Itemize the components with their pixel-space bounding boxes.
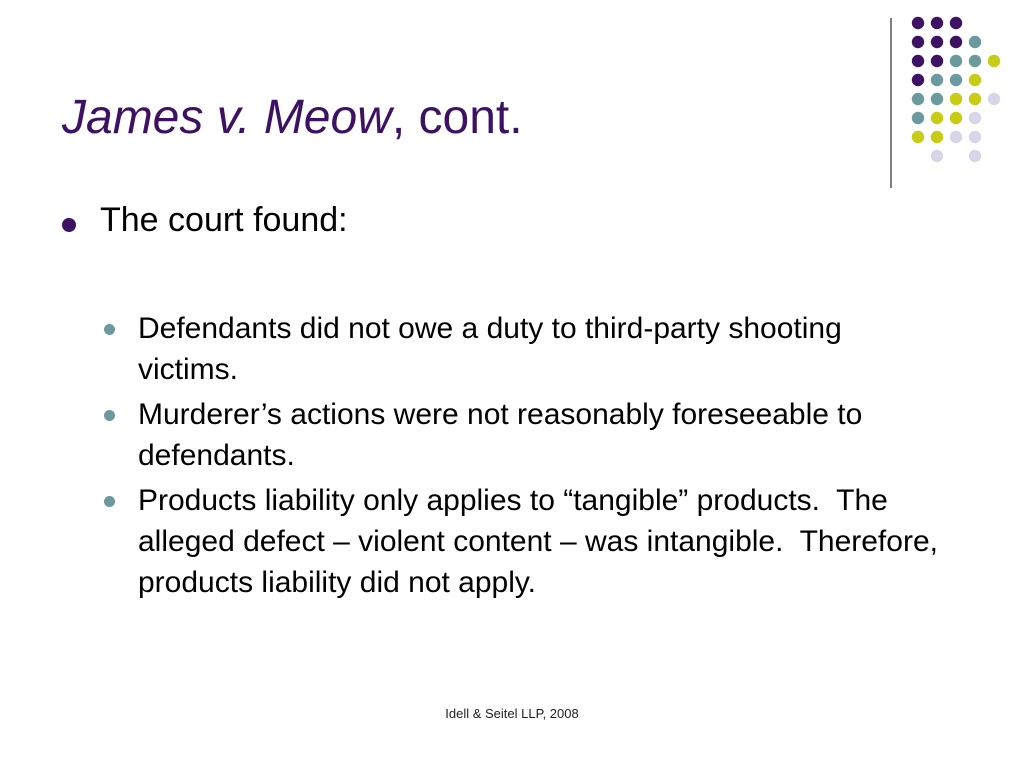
decorative-dot [912,93,924,105]
decorative-dot [988,93,1000,105]
sub-bullet-text: Murderer’s actions were not reasonably foreseeable to defendants. [138,398,863,472]
decorative-dot [912,131,924,143]
sub-bullet-list [104,308,944,607]
decorative-dot [931,74,943,86]
decorative-dot [950,36,962,48]
decorative-dot [931,112,943,124]
decorative-dot [912,74,924,86]
decorative-dot [969,93,981,105]
decorative-dot [912,112,924,124]
decorative-dot [950,93,962,105]
sub-bullet-text: Products liability only applies to “tangible” products. The alleged defect – violent content – was intangible. Therefore, products liability did not apply. [138,484,938,599]
decorative-dot [969,112,981,124]
decorative-dot [912,55,924,67]
decorative-dot [950,55,962,67]
decorative-dot [969,131,981,143]
sub-bullet-text: Defendants did not owe a duty to third-party shooting victims. [138,312,842,386]
bullet-dot-icon [62,218,76,232]
decorative-dot [931,150,943,162]
decorative-dot [950,112,962,124]
decorative-dot [950,17,962,29]
slide-footer: Idell & Seitel LLP, 2008 [445,706,579,721]
decorative-dot [931,36,943,48]
decorative-dot [969,74,981,86]
vertical-divider [890,18,892,188]
slide-title [62,88,523,148]
decorative-dot [950,74,962,86]
decorative-dot [969,55,981,67]
decorative-dot [912,17,924,29]
sub-bullet-dot-icon [104,496,115,507]
decorative-dot [931,131,943,143]
bullet-text: The court found: [100,201,348,239]
decorative-dot [969,150,981,162]
sub-bullet-item [104,308,944,390]
decorative-dot [969,36,981,48]
decorative-dot [912,36,924,48]
sub-bullet-dot-icon [104,410,115,421]
decorative-dot [931,17,943,29]
title-suffix: , cont. [391,91,523,144]
decorative-dot [950,131,962,143]
decorative-dot [988,55,1000,67]
sub-bullet-item [104,394,944,476]
decorative-dot [931,93,943,105]
sub-bullet-item [104,480,944,603]
sub-bullet-dot-icon [104,324,115,335]
bullet-item [62,196,348,244]
decorative-dot [931,55,943,67]
title-case-name: James v. Meow [62,91,392,144]
